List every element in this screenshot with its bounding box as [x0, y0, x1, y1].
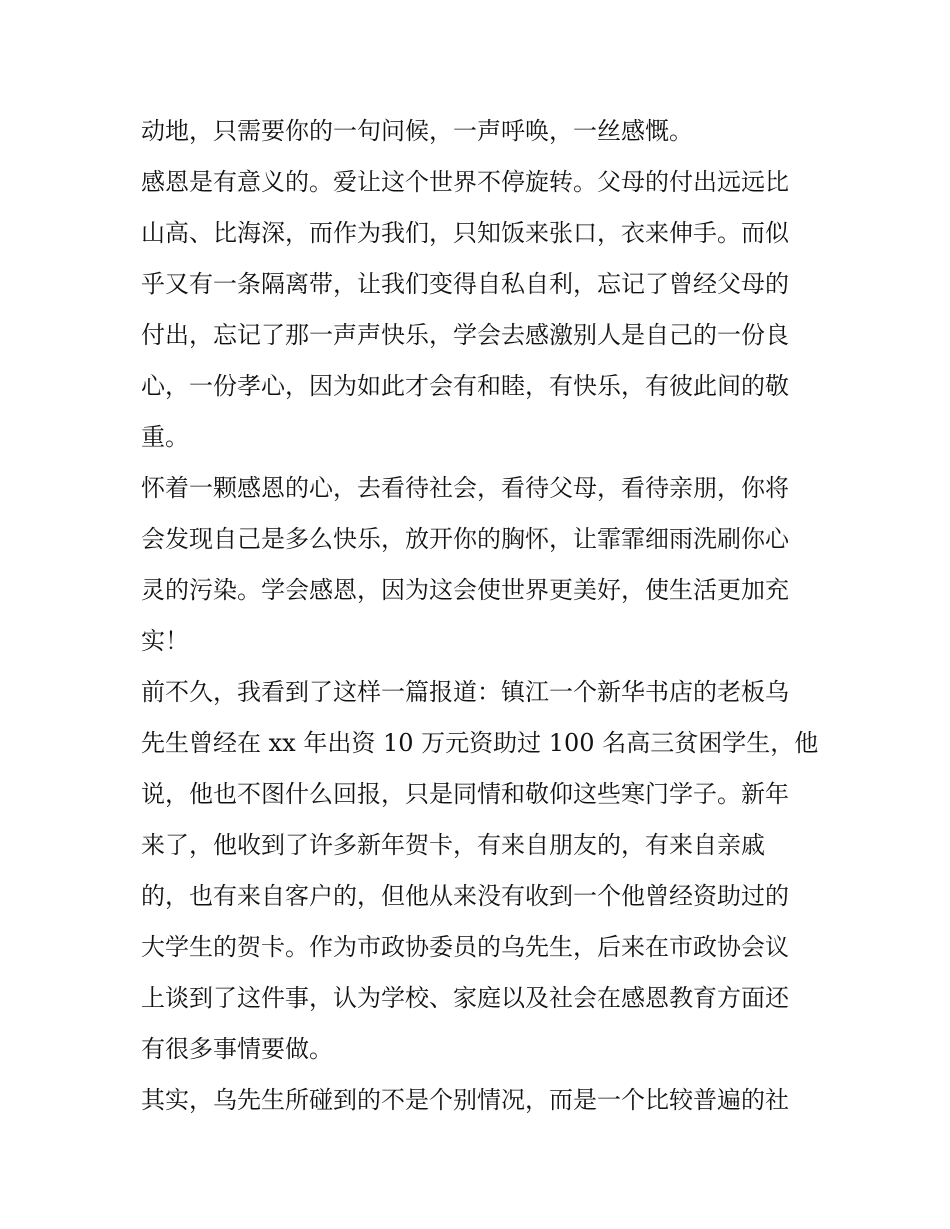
- text-line: 怀着一颗感恩的心，去看待社会，看待父母，看待亲朋，你将: [141, 474, 789, 502]
- text-line: 其实，乌先生所碰到的不是个别情况，而是一个比较普遍的社: [141, 1086, 789, 1114]
- text-line: 动地，只需要你的一句问候，一声呼唤，一丝感慨。: [141, 117, 693, 145]
- text-line: 付出，忘记了那一声声快乐，学会去感激别人是自己的一份良: [141, 321, 789, 349]
- text-line: 大学生的贺卡。作为市政协委员的乌先生，后来在市政协会议: [141, 933, 789, 961]
- text-line: 灵的污染。学会感恩，因为这会使世界更美好，使生活更加充: [141, 576, 789, 604]
- text-line: 感恩是有意义的。爱让这个世界不停旋转。父母的付出远远比: [141, 168, 789, 196]
- text-line: 实！: [141, 627, 189, 655]
- text-line: 乎又有一条隔离带，让我们变得自私自利，忘记了曾经父母的: [141, 270, 789, 298]
- text-line: 前不久，我看到了这样一篇报道：镇江一个新华书店的老板乌: [141, 678, 789, 706]
- text-line: 会发现自己是多么快乐，放开你的胸怀，让霏霏细雨洗刷你心: [141, 525, 789, 553]
- text-line: 山高、比海深，而作为我们，只知饭来张口，衣来伸手。而似: [141, 219, 789, 247]
- body-text: [141, 106, 821, 1126]
- text-line: 的，也有来自客户的，但他从来没有收到一个他曾经资助过的: [141, 882, 789, 910]
- text-line: 重。: [141, 423, 189, 451]
- text-line: 来了，他收到了许多新年贺卡，有来自朋友的，有来自亲戚: [141, 831, 765, 859]
- text-line: 心，一份孝心，因为如此才会有和睦，有快乐，有彼此间的敬: [141, 372, 789, 400]
- text-line: 说，他也不图什么回报，只是同情和敬仰这些寒门学子。新年: [141, 780, 789, 808]
- text-line: 有很多事情要做。: [141, 1035, 333, 1063]
- text-line: 先生曾经在 xx 年出资 10 万元资助过 100 名高三贫困学生，他: [141, 729, 819, 757]
- text-line: 上谈到了这件事，认为学校、家庭以及社会在感恩教育方面还: [141, 984, 789, 1012]
